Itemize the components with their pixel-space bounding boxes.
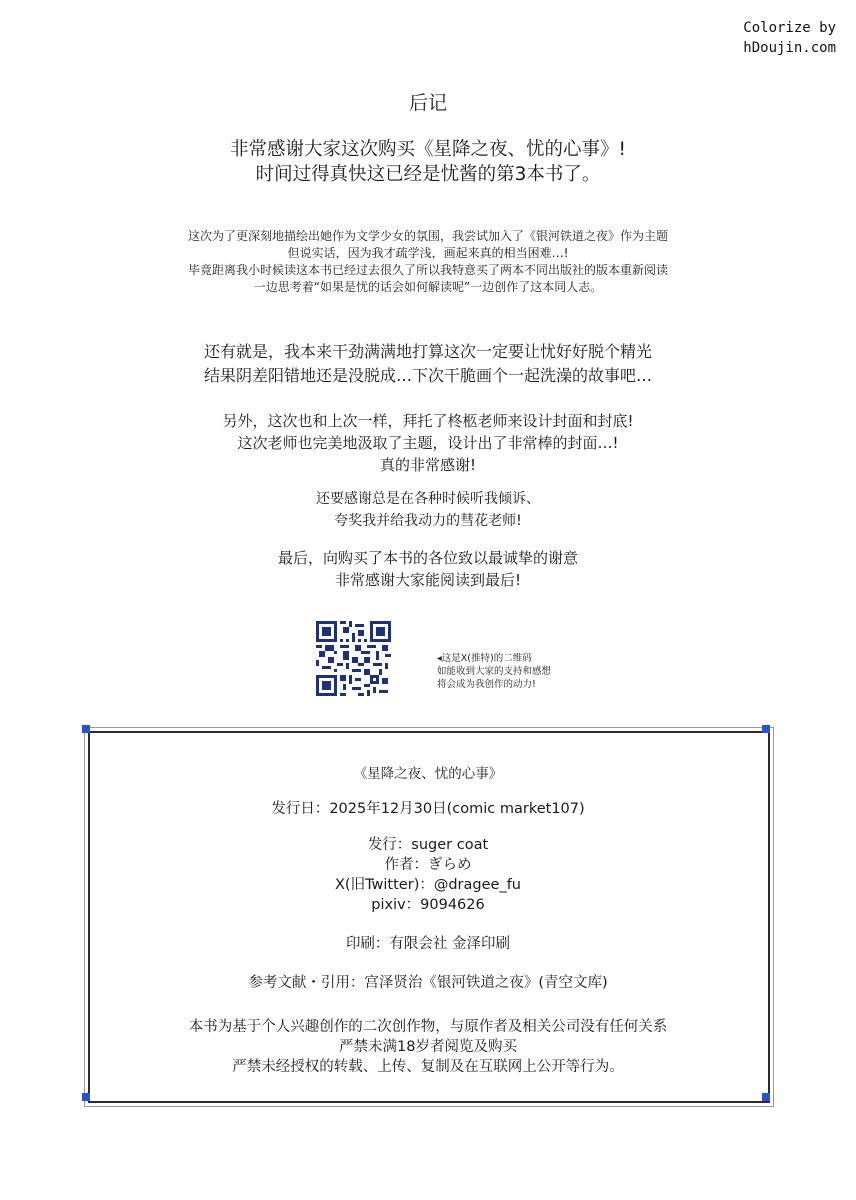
frame-corner-marker (762, 725, 770, 733)
notice-line: 严禁未经授权的转载、上传、复制及在互联网上公开等行为。 (232, 1059, 624, 1075)
twitter-handle: X(旧Twitter)：@dragee_fu (335, 877, 521, 893)
afterword-paragraph-5 (0, 547, 856, 591)
afterword-lead (0, 137, 856, 187)
qr-code-icon[interactable] (316, 621, 391, 696)
paragraph-line: 真的非常感谢! (379, 456, 476, 474)
paragraph-line: 另外，这次也和上次一样，拜托了柊柩老师来设计封面和封底! (222, 412, 634, 430)
colorize-watermark (743, 18, 836, 58)
frame-corner-marker (82, 725, 90, 733)
afterword-title: 后记 (408, 92, 447, 114)
pixiv-id: pixiv：9094626 (371, 897, 485, 913)
paragraph-line: 最后，向购买了本书的各位致以最诚挚的谢意 (277, 549, 578, 567)
lead-line: 时间过得真快这已经是忧酱的第3本书了。 (255, 164, 601, 185)
paragraph-line: 夸奖我并给我动力的彗花老师! (334, 513, 522, 529)
paragraph-line: 还有就是，我本来干劲满满地打算这次一定要让忧好好脱个精光 (203, 342, 652, 361)
watermark-line-1: Colorize by (743, 20, 836, 36)
paragraph-line: 还要感谢总是在各种时候听我倾诉、 (316, 491, 540, 507)
frame-corner-marker (82, 1093, 90, 1101)
paragraph-line: 毕竟距离我小时候读这本书已经过去很久了所以我特意买了两本不同出版社的版本重新阅读 (187, 263, 668, 277)
paragraph-line: 结果阴差阳错地还是没脱成…下次干脆画个一起洗澡的故事吧… (203, 366, 652, 385)
qr-note-line: ◂这是X(推特)的二维码 (437, 653, 532, 664)
paragraph-line: 非常感谢大家能阅读到最后! (334, 571, 521, 589)
frame-corner-marker (762, 1093, 770, 1101)
colophon-info (0, 835, 856, 915)
afterword-paragraph-2 (0, 340, 856, 388)
reference: 参考文献・引用：宫泽贤治《银河铁道之夜》(青空文库) (248, 975, 608, 991)
paragraph-line: 这次老师也完美地汲取了主题，设计出了非常棒的封面…! (237, 434, 619, 452)
paragraph-line: 一边思考着“如果是忧的话会如何解读呢”一边创作了这本同人志。 (253, 280, 603, 294)
colophon-date: 发行日：2025年12月30日(comic market107) (271, 801, 585, 817)
publisher: 发行：suger coat (367, 837, 489, 853)
watermark-line-2: hDoujin.com (743, 40, 836, 56)
notice-line: 本书为基于个人兴趣创作的二次创作物，与原作者及相关公司没有任何关系 (188, 1019, 668, 1035)
colophon-title: 《星降之夜、忧的心事》 (353, 766, 503, 782)
paragraph-line: 这次为了更深刻地描绘出她作为文学少女的氛围，我尝试加入了《银河铁道之夜》作为主题 (187, 229, 668, 243)
qr-note-line: 如能收到大家的支持和感想 (437, 666, 552, 677)
notice-line: 严禁未满18岁者阅览及购买 (339, 1039, 517, 1055)
afterword-paragraph-4 (0, 488, 856, 532)
lead-line: 非常感谢大家这次购买《星降之夜、忧的心事》! (230, 139, 626, 160)
qr-note (437, 652, 551, 691)
legal-notice (0, 1017, 856, 1077)
author: 作者：ぎらめ (384, 857, 472, 873)
printer: 印刷：有限会社 金泽印刷 (345, 936, 511, 952)
afterword-paragraph-1 (0, 228, 856, 296)
qr-note-line: 将会成为我创作的动力! (437, 679, 536, 690)
paragraph-line: 但说实话，因为我才疏学浅，画起来真的相当困难…! (287, 246, 569, 260)
afterword-paragraph-3 (0, 410, 856, 476)
